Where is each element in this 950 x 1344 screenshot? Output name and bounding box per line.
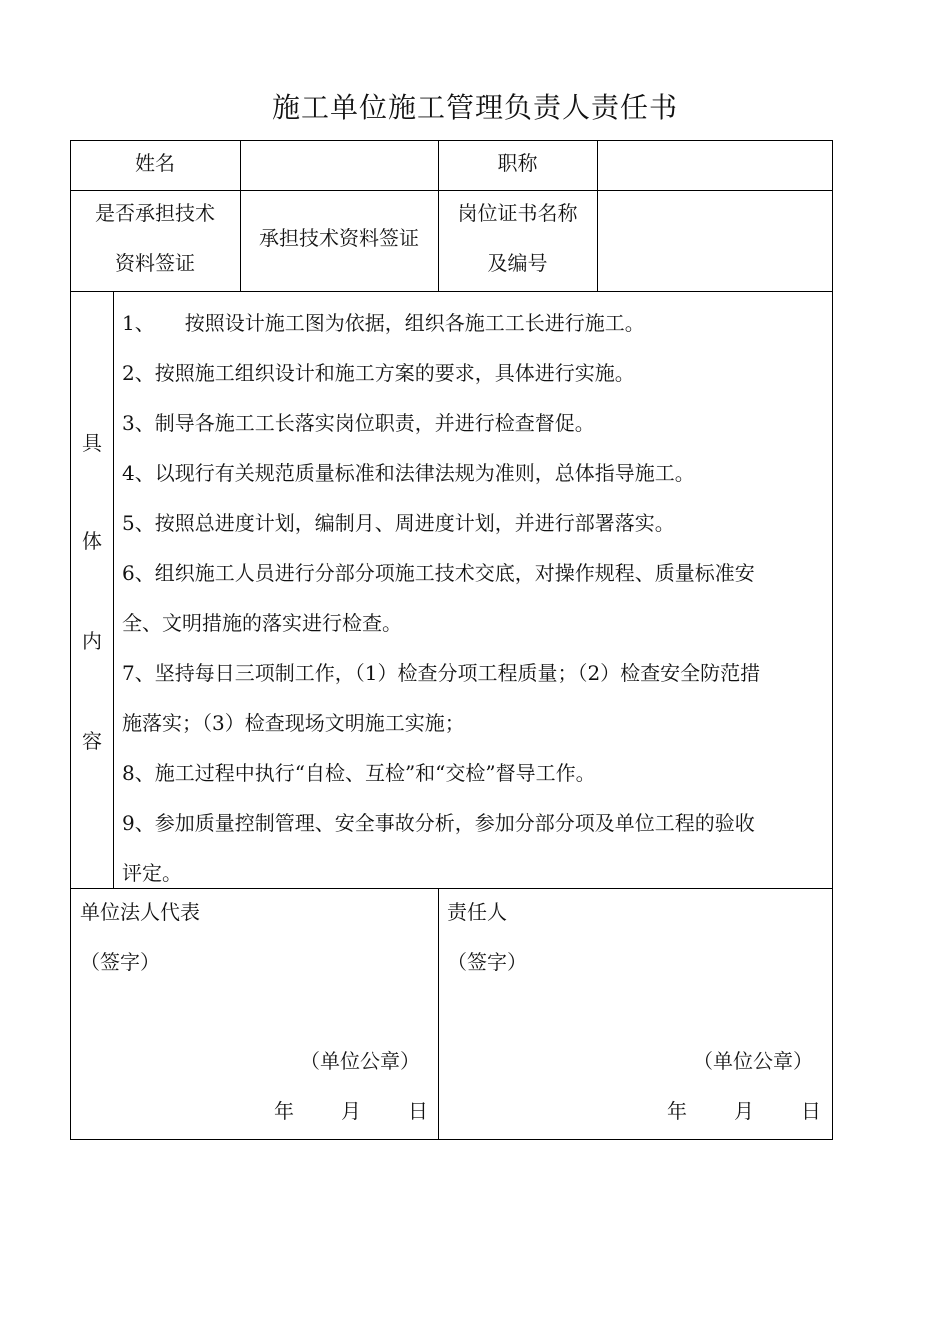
legal-rep-day: 日 — [408, 1099, 428, 1123]
item-text-continued: 评定。 — [122, 861, 182, 885]
row-divider-2 — [70, 291, 833, 292]
item-text: 6、组织施工人员进行分部分项施工技术交底，对操作规程、质量标准安 — [122, 561, 755, 585]
document-title: 施工单位施工管理负责人责任书 — [271, 91, 678, 124]
list-item — [122, 798, 830, 898]
item-text: 5、按照总进度计划，编制月、周进度计划，并进行部署落实。 — [122, 511, 675, 535]
item-text: 3、制导各施工工长落实岗位职责，并进行检查督促。 — [122, 411, 595, 435]
responsible-person-month: 月 — [734, 1099, 754, 1123]
responsible-person-year: 年 — [667, 1099, 687, 1123]
item-text: 9、参加质量控制管理、安全事故分析，参加分部分项及单位工程的验收 — [122, 811, 755, 835]
responsible-person-sign[interactable]: （签字） — [447, 950, 527, 974]
content-side-divider — [113, 291, 114, 888]
position-label: 职称 — [497, 151, 538, 175]
item-text: 8、施工过程中执行“自检、互检”和“交检”督导工作。 — [122, 761, 596, 785]
list-item — [122, 498, 830, 548]
item-text: 1、 按照设计施工图为依据，组织各施工工长进行施工。 — [122, 311, 645, 335]
item-text: 7、坚持每日三项制工作，（1）检查分项工程质量；（2）检查安全防范措 — [122, 661, 761, 685]
list-item — [122, 648, 830, 748]
item-text-continued: 全、文明措施的落实进行检查。 — [122, 611, 402, 635]
item-text: 4、以现行有关规范质量标准和法律法规为准则，总体指导施工。 — [122, 461, 695, 485]
cert-label-line1: 岗位证书名称 — [457, 201, 578, 225]
row-divider-1 — [70, 190, 833, 191]
legal-rep-sign[interactable]: （签字） — [80, 950, 160, 974]
item-text: 2、按照施工组织设计和施工方案的要求，具体进行实施。 — [122, 361, 635, 385]
col-divider-1 — [240, 140, 241, 291]
responsible-person-label: 责任人 — [447, 900, 507, 924]
duty-list — [122, 298, 830, 898]
tech-value: 承担技术资料签证 — [259, 226, 419, 250]
item-text-continued: 施落实；（3）检查现场文明施工实施； — [122, 711, 465, 735]
side-label-char: 具 — [82, 431, 102, 455]
legal-rep-seal: （单位公章） — [300, 1049, 420, 1073]
list-item — [122, 548, 830, 648]
list-item — [122, 398, 830, 448]
side-label-char: 体 — [82, 529, 102, 553]
legal-rep-year: 年 — [274, 1099, 294, 1123]
list-item — [122, 748, 830, 798]
side-label-char: 容 — [82, 729, 102, 753]
list-item — [122, 348, 830, 398]
list-item — [122, 298, 830, 348]
cert-label-line2: 及编号 — [487, 251, 548, 275]
responsible-person-day: 日 — [801, 1099, 821, 1123]
list-item — [122, 448, 830, 498]
tech-label-line2: 资料签证 — [115, 251, 195, 275]
legal-rep-month: 月 — [341, 1099, 361, 1123]
side-label-char: 内 — [82, 629, 102, 653]
signature-divider — [438, 888, 439, 1140]
legal-rep-label: 单位法人代表 — [80, 900, 200, 924]
col-divider-3 — [597, 140, 598, 291]
tech-label-line1: 是否承担技术 — [95, 201, 215, 225]
name-label: 姓名 — [135, 151, 175, 175]
responsible-person-seal: （单位公章） — [693, 1049, 813, 1073]
